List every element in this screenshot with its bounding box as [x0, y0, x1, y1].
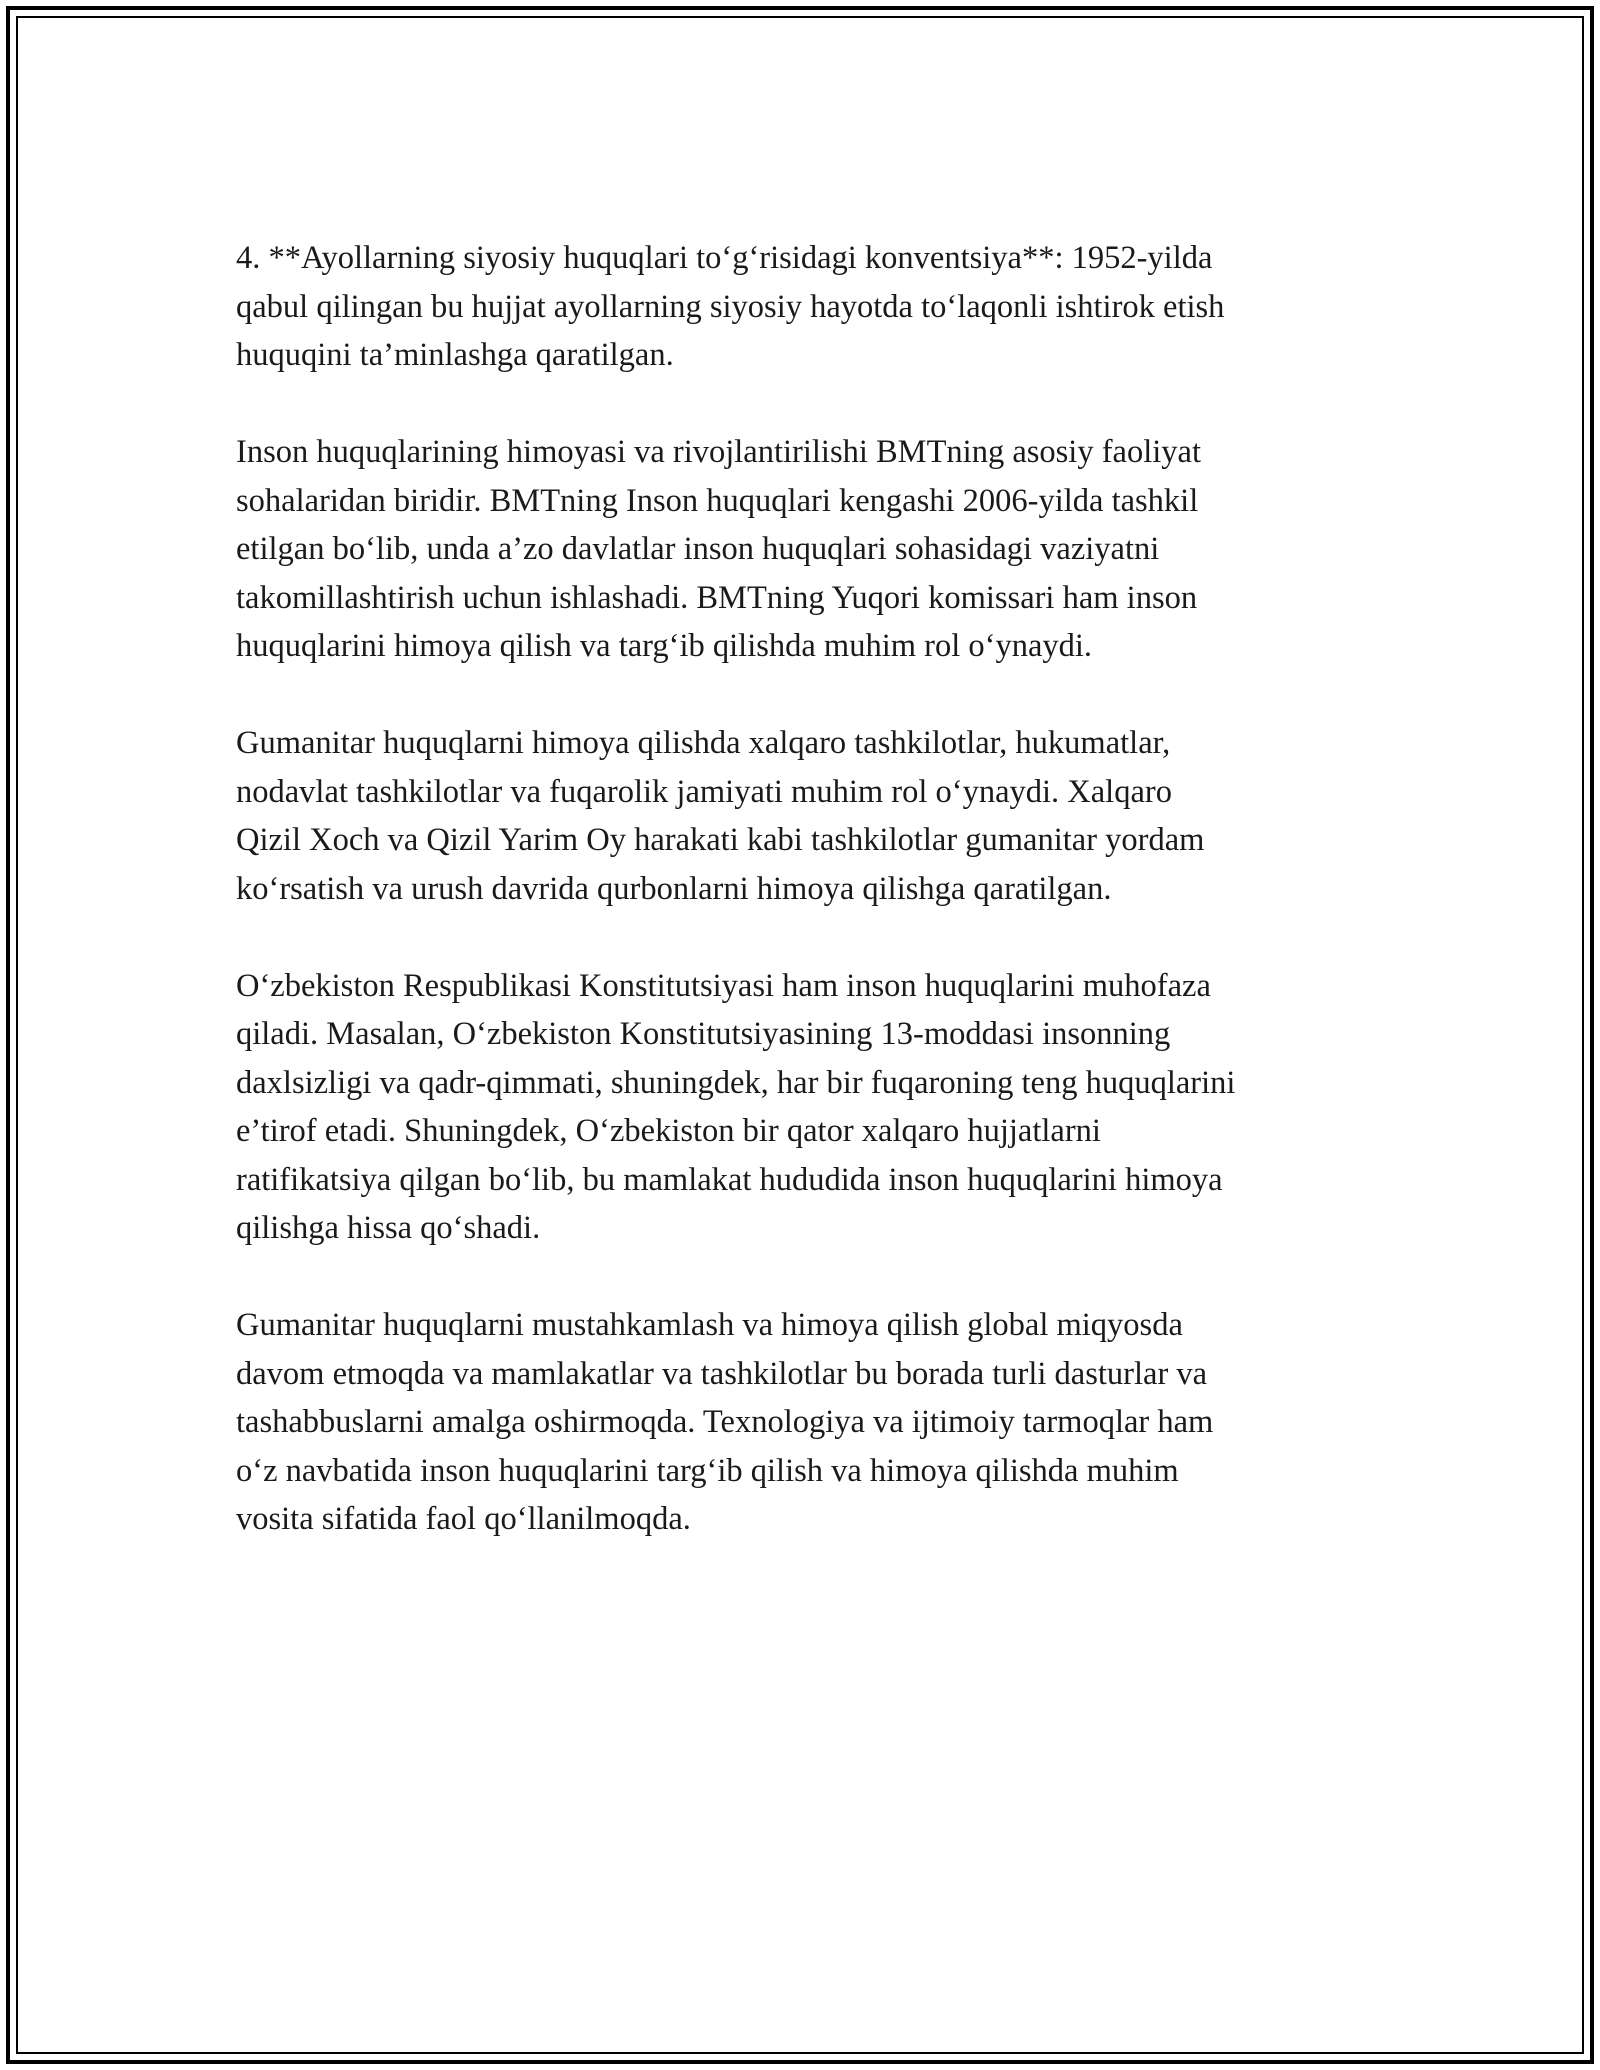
paragraph-un-human-rights: [236, 428, 1386, 671]
document-body: [236, 234, 1386, 1592]
paragraph-humanitarian-organizations: [236, 719, 1386, 913]
text-line: tashabbuslarni amalga oshirmoqda. Texnologiya va ijtimoiy tarmoqlar ham: [236, 1404, 1214, 1440]
text-line: daxlsizligi va qadr-qimmati, shuningdek, har bir fuqaroning teng huquqlarini: [236, 1064, 1236, 1101]
text-line: O‘zbekiston Respublikasi Konstitutsiyasi ham inson huquqlarini muhofaza: [236, 967, 1211, 1004]
text-line: qiladi. Masalan, O‘zbekiston Konstitutsiyasining 13-moddasi insonning: [236, 1016, 1171, 1052]
text-line: sohalaridan biridir. BMTning Inson huquqlari kengashi 2006-yilda tashkil: [236, 482, 1199, 519]
text-line: qabul qilingan bu hujjat ayollarning siyosiy hayotda to‘laqonli ishtirok etish: [236, 288, 1225, 325]
paragraph-convention: [236, 234, 1386, 380]
text-line: huquqini ta’minlashga qaratilgan.: [236, 337, 674, 373]
text-line: o‘z navbatida inson huquqlarini targ‘ib qilish va himoya qilishda muhim: [236, 1452, 1179, 1489]
text-line: huquqlarini himoya qilish va targ‘ib qilishda muhim rol o‘ynaydi.: [236, 628, 1093, 664]
text-line: Gumanitar huquqlarni himoya qilishda xalqaro tashkilotlar, hukumatlar,: [236, 725, 1171, 761]
text-line: vosita sifatida faol qo‘llanilmoqda.: [236, 1501, 691, 1537]
text-line: takomillashtirish uchun ishlashadi. BMTning Yuqori komissari ham inson: [236, 579, 1198, 616]
text-line: Inson huquqlarining himoyasi va rivojlantirilishi BMTning asosiy faoliyat: [236, 434, 1201, 470]
paragraph-uzbekistan-constitution: [236, 962, 1386, 1253]
text-line: e’tirof etadi. Shuningdek, O‘zbekiston bir qator xalqaro hujjatlarni: [236, 1113, 1101, 1149]
text-line: nodavlat tashkilotlar va fuqarolik jamiyati muhim rol o‘ynaydi. Xalqaro: [236, 773, 1172, 810]
text-line: Gumanitar huquqlarni mustahkamlash va himoya qilish global miqyosda: [236, 1307, 1183, 1343]
text-line: 4. **Ayollarning siyosiy huquqlari to‘g‘risidagi konventsiya**: 1952-yilda: [236, 240, 1213, 276]
text-line: davom etmoqda va mamlakatlar va tashkilotlar bu borada turli dasturlar va: [236, 1355, 1208, 1392]
text-line: qilishga hissa qo‘shadi.: [236, 1210, 541, 1246]
text-line: ko‘rsatish va urush davrida qurbonlarni himoya qilishga qaratilgan.: [236, 870, 1112, 907]
text-line: ratifikatsiya qilgan bo‘lib, bu mamlakat hududida inson huquqlarini himoya: [236, 1161, 1223, 1198]
text-line: etilgan bo‘lib, unda a’zo davlatlar inson huquqlari sohasidagi vaziyatni: [236, 531, 1160, 567]
paragraph-global-efforts: [236, 1301, 1386, 1544]
text-line: Qizil Xoch va Qizil Yarim Oy harakati kabi tashkilotlar gumanitar yordam: [236, 822, 1205, 858]
